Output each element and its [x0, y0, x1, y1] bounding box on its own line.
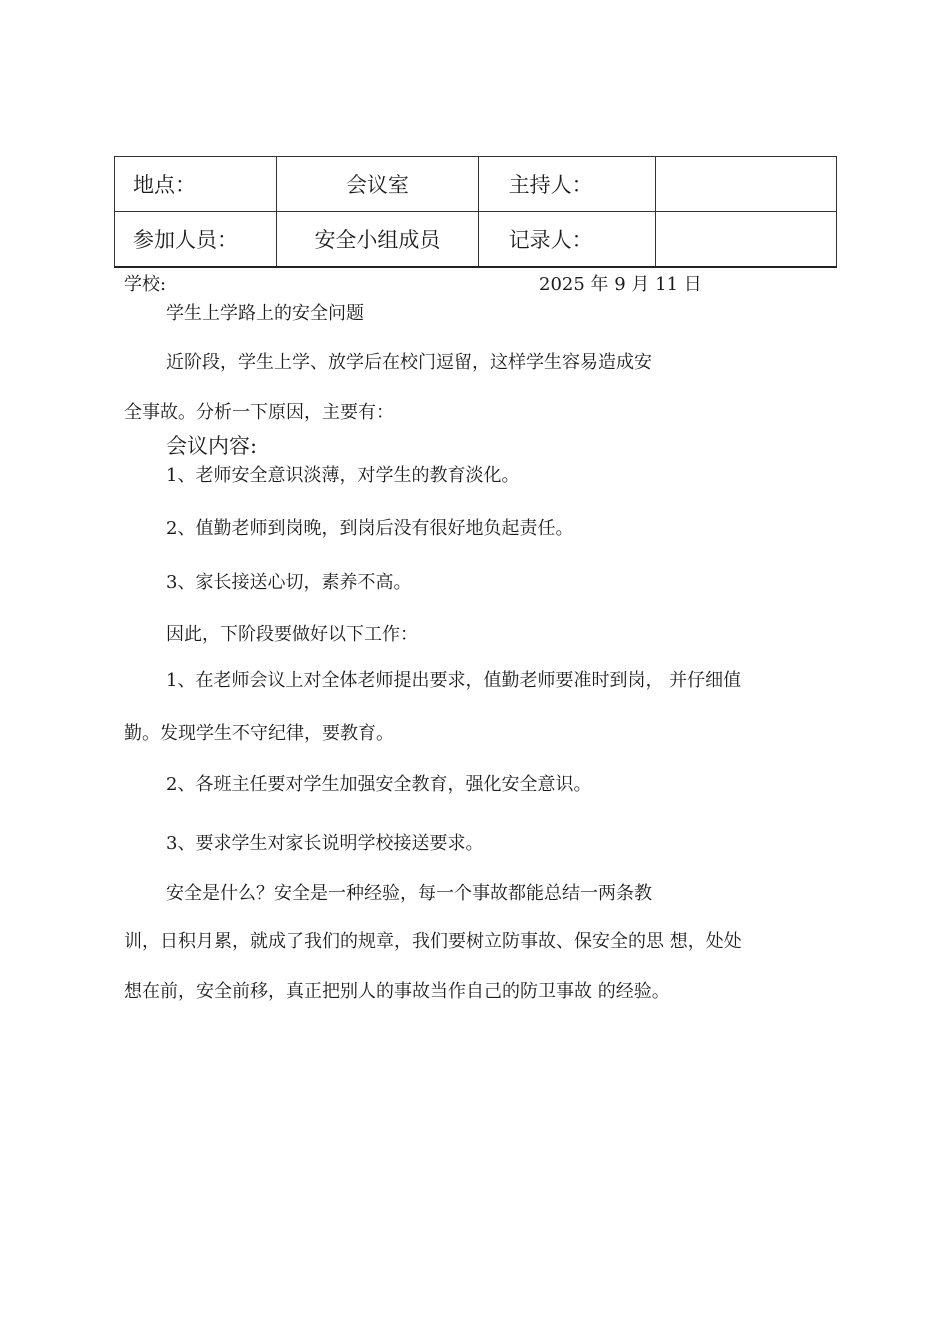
intro-line-1: 近阶段，学生上学、放学后在校门逗留，这样学生容易造成安 [166, 352, 652, 373]
table-row [115, 212, 837, 268]
attendees-value: 安全小组成员 [277, 212, 478, 268]
safety-line-3: 想在前，安全前移，真正把别人的事故当作自己的防卫事故 的经验。 [124, 981, 670, 1002]
cause-item-1: 1、老师安全意识淡薄，对学生的教育淡化。 [166, 465, 520, 486]
location-label: 地点： [115, 157, 277, 212]
meeting-date: 2025 年 9 月 11 日 [539, 274, 702, 295]
meeting-topic: 学生上学路上的安全问题 [166, 303, 364, 324]
therefore-line: 因此，下阶段要做好以下工作： [166, 624, 418, 645]
content-heading: 会议内容: [166, 434, 258, 458]
cause-item-3: 3、家长接送心切，素养不高。 [166, 572, 412, 593]
cause-item-2: 2、值勤老师到岗晚，到岗后没有很好地负起责任。 [166, 518, 574, 539]
action-item-1b: 勤。发现学生不守纪律，要教育。 [124, 723, 394, 744]
meeting-info-table [114, 156, 837, 268]
table-row [115, 157, 837, 212]
school-label: 学校: [124, 274, 167, 295]
location-value: 会议室 [277, 157, 478, 212]
action-item-1a: 1、在老师会议上对全体老师提出要求，值勤老师要准时到岗， 并仔细值 [166, 670, 742, 691]
intro-line-2: 全事故。分析一下原因，主要有： [124, 402, 394, 423]
action-item-3: 3、要求学生对家长说明学校接送要求。 [166, 833, 484, 854]
attendees-label: 参加人员： [115, 212, 277, 268]
safety-line-1: 安全是什么？安全是一种经验，每一个事故都能总结一两条教 [166, 883, 652, 904]
host-value [655, 157, 836, 212]
recorder-label: 记录人： [478, 212, 655, 268]
host-label: 主持人： [478, 157, 655, 212]
action-item-2: 2、各班主任要对学生加强安全教育，强化安全意识。 [166, 774, 592, 795]
safety-line-2: 训，日积月累，就成了我们的规章，我们要树立防事故、保安全的思 想，处处 [124, 931, 742, 952]
recorder-value [655, 212, 836, 268]
